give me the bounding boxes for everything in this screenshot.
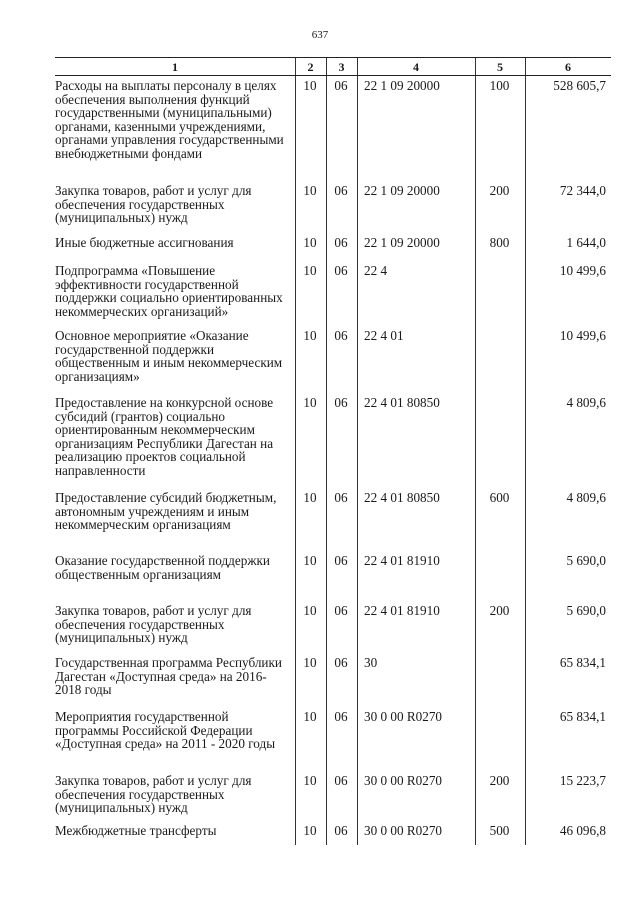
row-section: 10 [303, 328, 317, 343]
row-amount: 65 834,1 [559, 709, 606, 724]
row-amount: 1 644,0 [566, 235, 606, 250]
row-target-code: 22 1 09 20000 [364, 183, 440, 198]
row-description: Закупка товаров, работ и услуг для обеспечения государственных (муниципальных) нужд [55, 603, 252, 646]
row-subsection: 06 [334, 263, 348, 278]
table-header [55, 57, 611, 76]
table-row [55, 601, 611, 653]
row-amount: 4 809,6 [566, 395, 606, 410]
page-number: 637 [311, 29, 329, 41]
row-description: Иные бюджетные ассигнования [55, 235, 234, 250]
table-row [55, 181, 611, 233]
header-col-6: 6 [565, 60, 571, 74]
row-amount: 46 096,8 [559, 823, 606, 838]
row-subsection: 06 [334, 328, 348, 343]
row-section: 10 [303, 603, 317, 618]
row-amount: 65 834,1 [559, 655, 606, 670]
row-section: 10 [303, 183, 317, 198]
row-description: Предоставление субсидий бюджетным, автономным учреждениям и иным некоммерческим организациям [55, 490, 277, 533]
row-section: 10 [303, 263, 317, 278]
row-subsection: 06 [334, 655, 348, 670]
row-subsection: 06 [334, 490, 348, 505]
table-row [55, 821, 611, 847]
row-description: Межбюджетные трансферты [55, 823, 217, 838]
row-target-code: 30 0 00 R0270 [364, 773, 443, 788]
table-row [55, 393, 611, 488]
row-expense-type: 100 [489, 78, 510, 93]
row-subsection: 06 [334, 78, 348, 93]
row-description: Закупка товаров, работ и услуг для обеспечения государственных (муниципальных) нужд [55, 183, 252, 226]
row-description: Оказание государственной поддержки общественным организациям [55, 553, 270, 582]
header-col-1: 1 [172, 60, 178, 74]
row-amount: 5 690,0 [566, 553, 606, 568]
row-description: Основное мероприятие «Оказание государственной поддержки общественным и иным некоммерческим организациям» [55, 328, 283, 384]
row-subsection: 06 [334, 235, 348, 250]
row-subsection: 06 [334, 183, 348, 198]
row-target-code: 22 1 09 20000 [364, 235, 440, 250]
row-description: Государственная программа Республики Дагестан «Доступная среда» на 2016-2018 годы [55, 655, 282, 698]
row-expense-type: 500 [489, 823, 510, 838]
budget-table [55, 57, 611, 847]
table-row [55, 551, 611, 601]
table-row [55, 326, 611, 393]
row-target-code: 22 1 09 20000 [364, 78, 440, 93]
row-expense-type: 200 [489, 183, 510, 198]
row-subsection: 06 [334, 709, 348, 724]
row-section: 10 [303, 655, 317, 670]
row-description: Предоставление на конкурсной основе субсидий (грантов) социально ориентированным некоммерческим организациям Республики Дагестан на реализацию проектов социальной направленности [55, 395, 274, 478]
row-subsection: 06 [334, 603, 348, 618]
row-target-code: 30 0 00 R0270 [364, 823, 443, 838]
table-row [55, 653, 611, 707]
header-col-5: 5 [497, 60, 503, 74]
row-subsection: 06 [334, 553, 348, 568]
row-section: 10 [303, 235, 317, 250]
row-expense-type: 200 [489, 773, 510, 788]
row-expense-type: 600 [489, 490, 510, 505]
row-target-code: 22 4 01 80850 [364, 395, 440, 410]
row-description: Подпрограмма «Повышение эффективности государственной поддержки социально ориентированных некоммерческих организаций» [55, 263, 283, 319]
row-subsection: 06 [334, 395, 348, 410]
row-section: 10 [303, 395, 317, 410]
table-row [55, 488, 611, 551]
row-target-code: 30 0 00 R0270 [364, 709, 443, 724]
header-col-2: 2 [307, 60, 314, 74]
table-row [55, 261, 611, 326]
row-amount: 10 499,6 [559, 263, 606, 278]
row-target-code: 22 4 01 81910 [364, 553, 440, 568]
row-section: 10 [303, 823, 317, 838]
table-row [55, 707, 611, 771]
row-subsection: 06 [334, 823, 348, 838]
row-expense-type: 800 [489, 235, 510, 250]
header-col-3: 3 [338, 60, 345, 74]
row-target-code: 22 4 01 81910 [364, 603, 440, 618]
row-amount: 72 344,0 [559, 183, 606, 198]
row-amount: 15 223,7 [559, 773, 606, 788]
row-target-code: 22 4 01 80850 [364, 490, 440, 505]
row-amount: 5 690,0 [566, 603, 606, 618]
row-target-code: 30 [364, 655, 378, 670]
row-expense-type: 200 [489, 603, 510, 618]
header-col-4: 4 [413, 60, 419, 74]
row-amount: 10 499,6 [559, 328, 606, 343]
row-section: 10 [303, 78, 317, 93]
row-amount: 4 809,6 [566, 490, 606, 505]
table-row [55, 76, 611, 181]
row-target-code: 22 4 01 [364, 328, 404, 343]
row-section: 10 [303, 773, 317, 788]
row-section: 10 [303, 490, 317, 505]
row-amount: 528 605,7 [553, 78, 606, 93]
table-row [55, 233, 611, 261]
row-description: Закупка товаров, работ и услуг для обеспечения государственных (муниципальных) нужд [55, 773, 252, 816]
row-description: Мероприятия государственной программы Российской Федерации «Доступная среда» на 2011 - 2020 годы [55, 709, 276, 752]
row-section: 10 [303, 709, 317, 724]
row-section: 10 [303, 553, 317, 568]
row-subsection: 06 [334, 773, 348, 788]
row-target-code: 22 4 [364, 263, 388, 278]
row-description: Расходы на выплаты персоналу в целях обеспечения выполнения функций государственными (муниципальными) органами, казенными учреждениями, органами управления государственными внебюджетными фондами [55, 78, 284, 161]
table-row [55, 771, 611, 821]
